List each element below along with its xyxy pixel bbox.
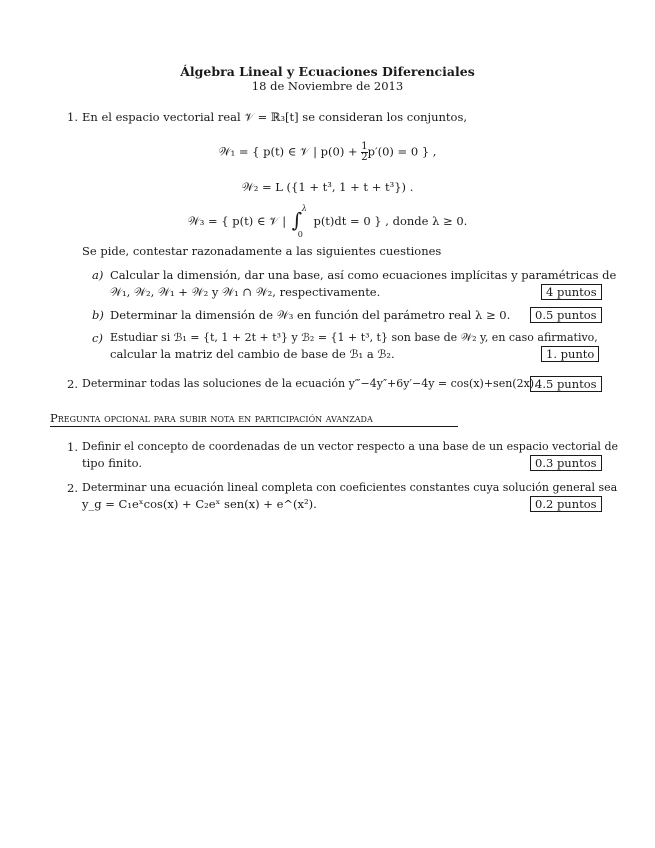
part-c-points: 1. punto	[541, 346, 599, 362]
part-a-line1: Calcular la dimensión, dar una base, así como ecuaciones implícitas y paramétricas de	[110, 268, 617, 282]
w3-tail: p(t)dt = 0 } , donde λ ≥ 0.	[313, 214, 468, 228]
part-b-line1: Determinar la dimensión de 𝒲₃ en función del parámetro real λ ≥ 0.	[110, 308, 511, 322]
part-b-points: 0.5 puntos	[530, 307, 602, 323]
integral-upper: λ	[301, 204, 307, 213]
q1-prompt: Se pide, contestar razonadamente a las siguientes cuestiones	[82, 244, 442, 258]
opt2-number: 2.	[67, 481, 78, 495]
exam-title: Álgebra Lineal y Ecuaciones Diferenciales	[180, 64, 475, 79]
part-a-label: a)	[92, 268, 104, 282]
w1-equation	[0, 142, 655, 163]
q2-number: 2.	[67, 377, 78, 391]
opt2-line1: Determinar una ecuación lineal completa con coeficientes constantes cuya solución general sea	[82, 481, 618, 494]
optional-heading: Pregunta opcional para subir nota en participación avanzada	[50, 411, 373, 425]
q1-intro: En el espacio vectorial real 𝒱 = ℝ₃[t] se consideran los conjuntos,	[82, 110, 468, 124]
w1-head: 𝒲₁ = { p(t) ∈ 𝒱 | p(0) +	[218, 144, 362, 159]
part-c-line1: Estudiar si ℬ₁ = {t, 1 + 2t + t³} y ℬ₂ = {1 + t³, t} son base de 𝒲₂ y, en caso afirmativo,	[110, 331, 598, 344]
opt2-line2: y_g = C₁eˣcos(x) + C₂eˣ sen(x) + e^(x²).	[82, 497, 317, 511]
optional-heading-underline	[50, 426, 458, 427]
opt1-line1: Definir el concepto de coordenadas de un vector respecto a una base de un espacio vectorial de	[82, 440, 618, 453]
w3-head: 𝒲₃ = { p(t) ∈ 𝒱 |	[187, 214, 287, 228]
w3-equation	[0, 204, 655, 239]
integral-lower: 0	[297, 230, 303, 239]
part-a-line2: 𝒲₁, 𝒲₂, 𝒲₁ + 𝒲₂ y 𝒲₁ ∩ 𝒲₂, respectivamente.	[110, 285, 381, 299]
part-a-points: 4 puntos	[541, 284, 602, 300]
w2-equation: 𝒲₂ = L ({1 + t³, 1 + t + t³}) .	[241, 180, 414, 194]
part-c-label: c)	[92, 331, 103, 345]
w1-frac-num: 1	[361, 141, 368, 152]
part-b-label: b)	[92, 308, 104, 322]
w1-tail: p′(0) = 0 } ,	[367, 144, 437, 159]
q2-points: 4.5 puntos	[530, 376, 602, 392]
opt1-line2: tipo finito.	[82, 456, 142, 470]
integral-sign: ∫ λ 0	[291, 204, 307, 239]
exam-date: 18 de Noviembre de 2013	[251, 79, 404, 93]
opt1-points: 0.3 puntos	[530, 455, 602, 471]
w1-frac-den: 2	[361, 152, 368, 163]
q1-number: 1.	[67, 110, 78, 124]
part-c-line2: calcular la matriz del cambio de base de ℬ₁ a ℬ₂.	[110, 347, 395, 361]
q2-text: Determinar todas las soluciones de la ecuación y‴−4y″+6y′−4y = cos(x)+sen(2x).	[82, 377, 538, 390]
opt1-number: 1.	[67, 440, 78, 454]
opt2-points: 0.2 puntos	[530, 496, 602, 512]
